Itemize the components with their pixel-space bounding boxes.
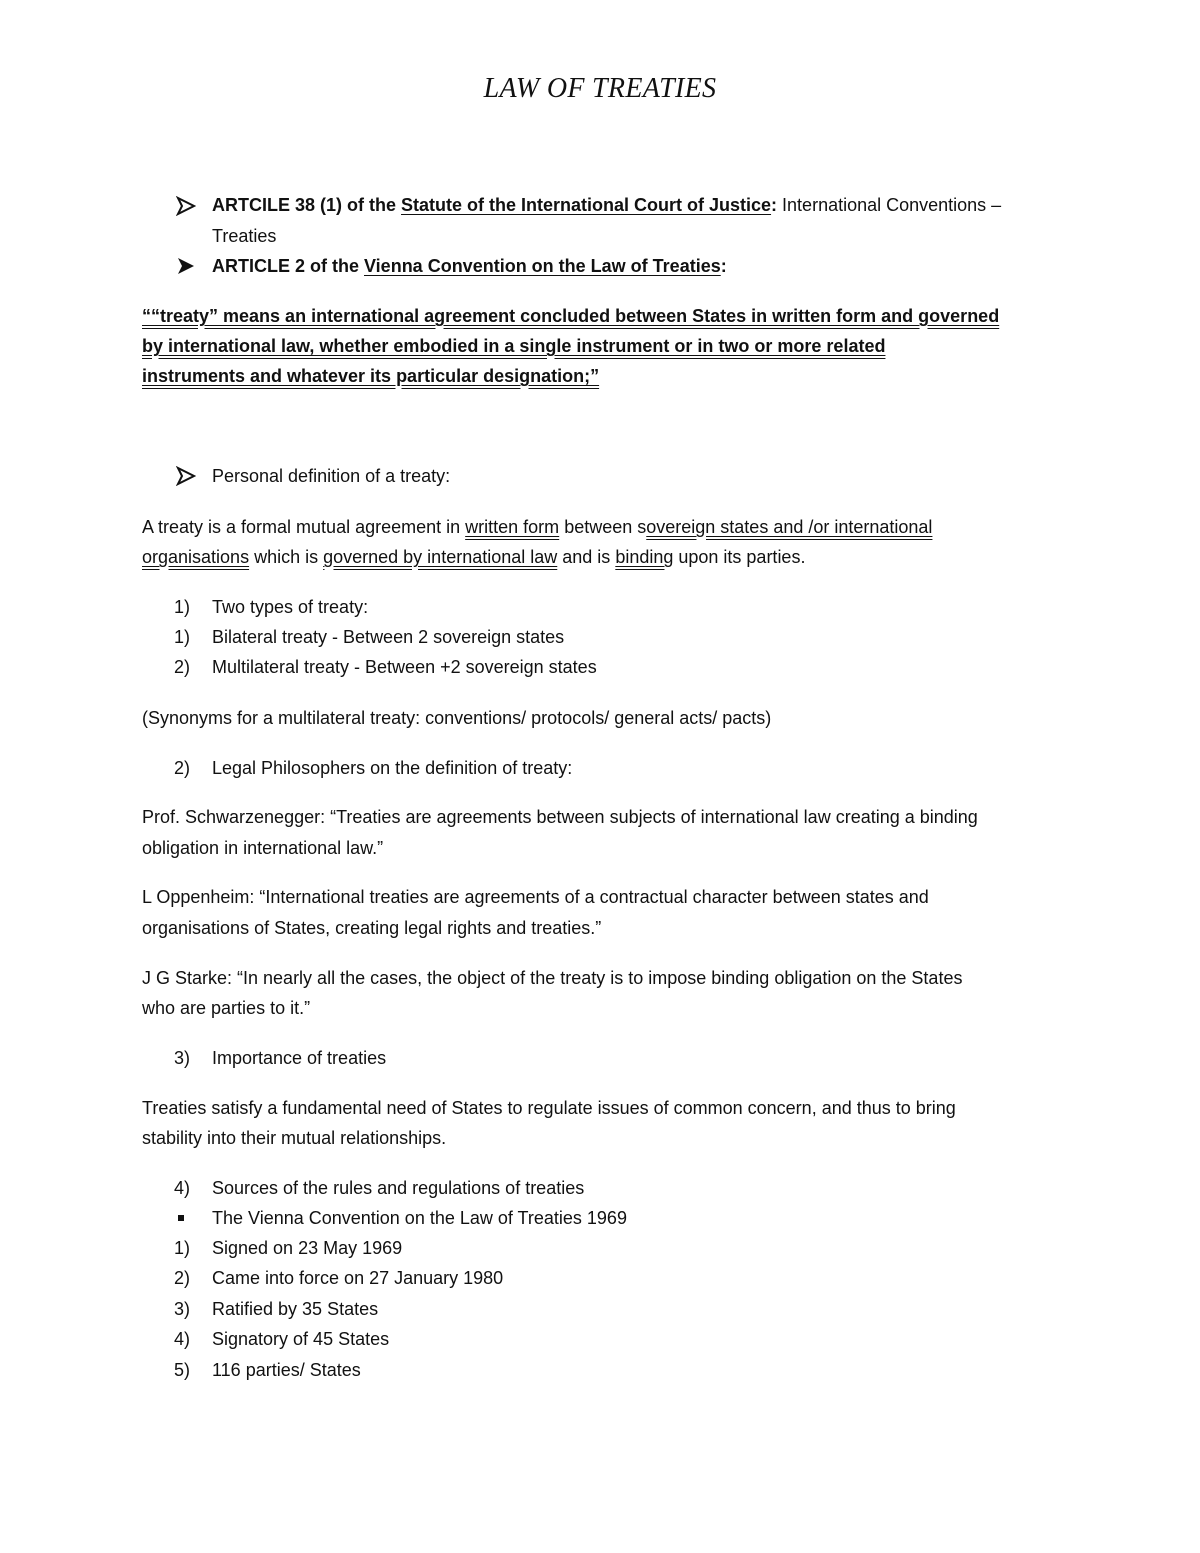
personal-underline: overeign states and /or international [646, 517, 933, 537]
sources-heading: Sources of the rules and regulations of treaties [212, 1178, 585, 1198]
personal-text: A treaty is a formal mutual agreement in [142, 517, 466, 537]
quote-oppenheim-cont: organisations of States, creating legal rights and treaties.” [142, 918, 602, 938]
list-item: Signed on 23 May 1969 [212, 1238, 403, 1258]
personal-text: upon its parties. [673, 547, 806, 567]
article-38-rest: International Conventions – [777, 195, 1002, 215]
definition-line-1: ““treaty” means an international agreement concluded between States in written form and governed [142, 306, 1000, 326]
importance-text: Treaties satisfy a fundamental need of States to regulate issues of common concern, and thus to bring [142, 1098, 956, 1118]
quote-schwarzenegger-cont: obligation in international law.” [142, 838, 384, 858]
list-number: 2) [174, 657, 191, 677]
document-title: LAW OF TREATIES [483, 73, 717, 104]
icj-statute-link: Statute of the International Court of Justice [401, 195, 772, 215]
article-38-line [212, 190, 1001, 220]
list-number: 1) [174, 597, 191, 617]
article-38-lead: ARTCILE 38 (1) of the [212, 195, 402, 215]
article-2-line [212, 251, 727, 281]
personal-underline: written form [465, 517, 560, 537]
personal-text: which is [249, 547, 324, 567]
list-item: Signatory of 45 States [212, 1329, 390, 1349]
article-2-colon: : [720, 256, 727, 276]
importance-heading: Importance of treaties [212, 1048, 387, 1068]
list-number: 2) [174, 1268, 191, 1288]
arrow-bullet-icon [176, 196, 196, 216]
personal-text: and is [557, 547, 616, 567]
arrow-bullet-icon [176, 256, 196, 276]
arrow-bullet-icon [176, 466, 196, 486]
importance-text-cont: stability into their mutual relationships. [142, 1128, 447, 1148]
list-number: 3) [174, 1299, 191, 1319]
personal-text: between s [559, 517, 647, 537]
list-number: 1) [174, 627, 191, 647]
list-item: 116 parties/ States [212, 1360, 361, 1380]
article-38-colon: : [771, 195, 778, 215]
quote-schwarzenegger: Prof. Schwarzenegger: “Treaties are agreements between subjects of international law creating a binding [142, 807, 978, 827]
personal-definition-heading: Personal definition of a treaty: [212, 466, 451, 486]
definition-line-3: instruments and whatever its particular designation;” [142, 366, 600, 386]
quote-starke-cont: who are parties to it.” [142, 998, 311, 1018]
list-item: Ratified by 35 States [212, 1299, 379, 1319]
philosophers-heading: Legal Philosophers on the definition of treaty: [212, 758, 573, 778]
list-item: Multilateral treaty - Between +2 sovereign states [212, 657, 597, 677]
list-number: 2) [174, 758, 191, 778]
list-number: 4) [174, 1178, 191, 1198]
list-number: 3) [174, 1048, 191, 1068]
personal-underline: binding [615, 547, 674, 567]
vienna-convention-link: Vienna Convention on the Law of Treaties [364, 256, 721, 276]
types-heading: Two types of treaty: [212, 597, 369, 617]
quote-oppenheim: L Oppenheim: “International treaties are agreements of a contractual character between states and [142, 887, 929, 907]
list-number: 4) [174, 1329, 191, 1349]
list-item: Came into force on 27 January 1980 [212, 1268, 504, 1288]
list-number: 5) [174, 1360, 191, 1380]
article-2-lead: ARTICLE 2 of the [212, 256, 364, 276]
square-bullet-icon [178, 1215, 184, 1221]
personal-underline: governed by international law [323, 547, 558, 567]
quote-starke: J G Starke: “In nearly all the cases, the object of the treaty is to impose binding obligation on the States [142, 968, 963, 988]
definition-line-2: by international law, whether embodied in a single instrument or in two or more related [142, 336, 886, 356]
list-number: 1) [174, 1238, 191, 1258]
synonyms-text: (Synonyms for a multilateral treaty: conventions/ protocols/ general acts/ pacts) [142, 708, 772, 728]
personal-underline: organisations [142, 547, 250, 567]
sources-bullet: The Vienna Convention on the Law of Treaties 1969 [212, 1208, 627, 1228]
article-38-cont: Treaties [212, 226, 277, 246]
list-item: Bilateral treaty - Between 2 sovereign states [212, 627, 565, 647]
personal-definition-line-2 [142, 542, 805, 572]
personal-definition-line-1 [142, 512, 932, 542]
